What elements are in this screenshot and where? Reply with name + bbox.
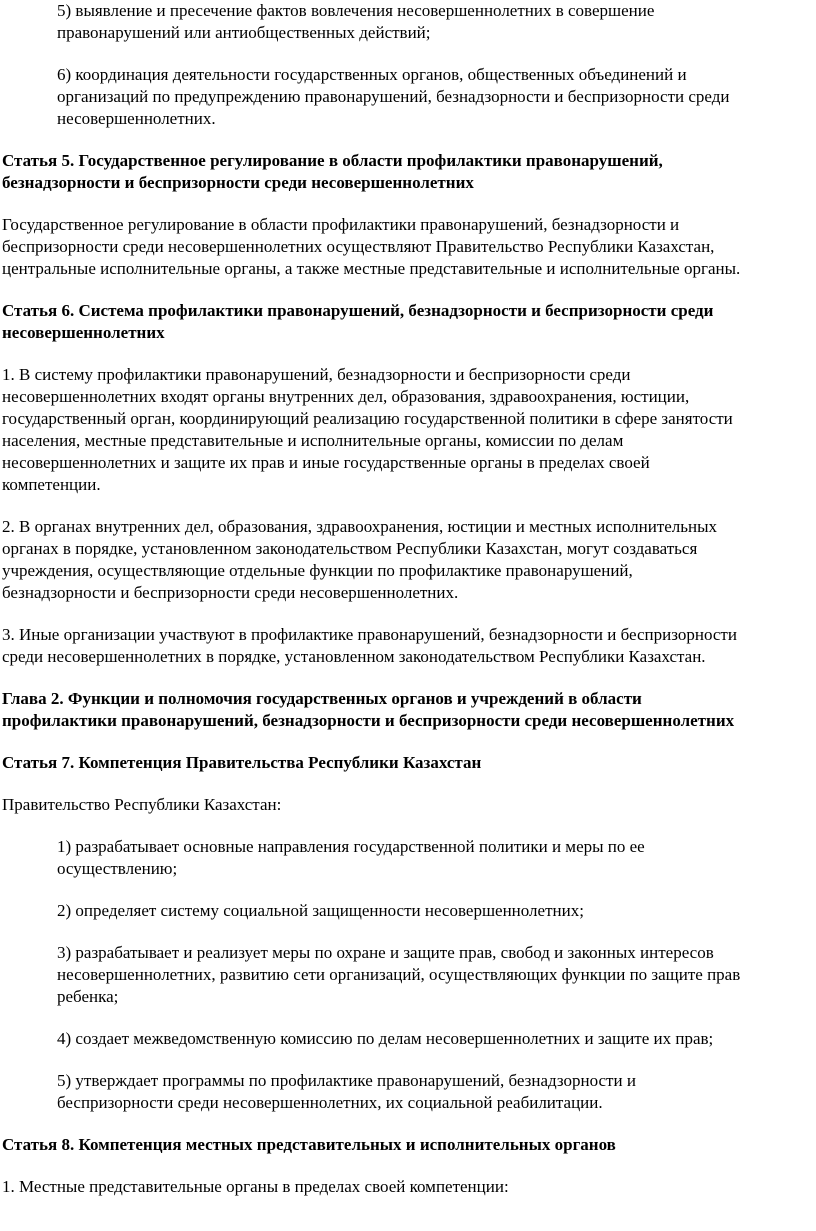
article-5-heading: Статья 5. Государственное регулирование в области профилактики правонарушений, безнадзорности и беспризорности среди несовершеннолетних [2,151,663,192]
article-7-heading: Статья 7. Компетенция Правительства Республики Казахстан [2,753,482,772]
article-6-paragraph-2: 2. В органах внутренних дел, образования, здравоохранения, юстиции и местных исполнительных органах в порядке, установленном законодательством Республики Казахстан, могут создаваться учреждения, осуществляющие отдельные функции по профилактике правонарушений, безнадзорности и беспризорности среди несовершеннолетних. [2,517,718,602]
article-6-paragraph-1: 1. В систему профилактики правонарушений, безнадзорности и беспризорности среди несовершеннолетних входят органы внутренних дел, образования, здравоохранения, юстиции, государственный орган, координирующий реализацию государственной политики в сфере занятости населения, местные представительные и исполнительные органы, комиссии по делам несовершеннолетних и защите их прав и иные государственные органы в пределах своей компетенции. [2,365,733,494]
article-7-item-3: 3) разрабатывает и реализует меры по охране и защите прав, свобод и законных интересов несовершеннолетних, развитию сети организаций, осуществляющих функции по защите прав ребенка; [57,943,741,1006]
article-8-heading: Статья 8. Компетенция местных представительных и исполнительных органов [2,1135,616,1154]
article-6-paragraph-3: 3. Иные организации участвуют в профилактике правонарушений, безнадзорности и беспризорности среди несовершеннолетних в порядке, установленном законодательством Республики Казахстан. [2,625,737,666]
article-5-text: Государственное регулирование в области профилактики правонарушений, безнадзорности и беспризорности среди несовершеннолетних осуществляют Правительство Республики Казахстан, центральные исполнительные органы, а также местные представительные и исполнительные органы. [2,215,741,278]
article-7-lead: Правительство Республики Казахстан: [2,795,282,814]
article-8-lead: 1. Местные представительные органы в пределах своей компетенции: [2,1177,509,1196]
article-7-item-1: 1) разрабатывает основные направления государственной политики и меры по ее осуществлению; [57,837,645,878]
article-7-item-4: 4) создает межведомственную комиссию по делам несовершеннолетних и защите их прав; [57,1029,714,1048]
article-7-item-2: 2) определяет систему социальной защищенности несовершеннолетних; [57,901,584,920]
article-7-item-5: 5) утверждает программы по профилактике правонарушений, безнадзорности и беспризорности среди несовершеннолетних, их социальной реабилитации. [57,1071,636,1112]
intro-item-5: 5) выявление и пресечение фактов вовлечения несовершеннолетних в совершение правонарушений или антиобщественных действий; [57,1,655,42]
chapter-2-heading: Глава 2. Функции и полномочия государственных органов и учреждений в области профилактики правонарушений, безнадзорности и беспризорности среди несовершеннолетних [2,689,735,730]
intro-item-6: 6) координация деятельности государственных органов, общественных объединений и организаций по предупреждению правонарушений, безнадзорности и беспризорности среди несовершеннолетних. [57,65,730,128]
article-6-heading: Статья 6. Система профилактики правонарушений, безнадзорности и беспризорности среди несовершеннолетних [2,301,714,342]
